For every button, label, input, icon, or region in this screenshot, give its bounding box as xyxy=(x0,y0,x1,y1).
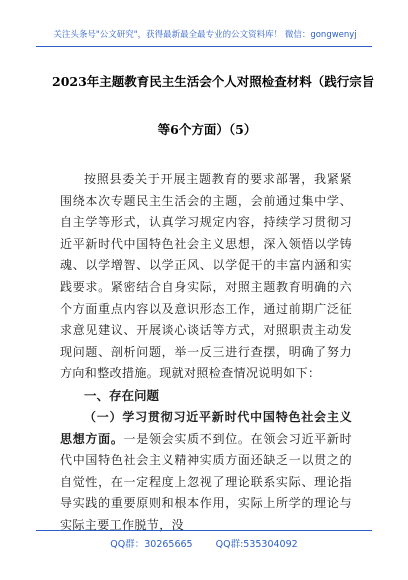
document-title-line-2: 等6个方面）（5） xyxy=(157,122,257,137)
footer-qq-group-1: QQ群：30265665 xyxy=(110,539,193,550)
document-title-line-1: 2023年主题教育民主生活会个人对照检查材料（践行宗旨 xyxy=(52,74,375,89)
footer-divider xyxy=(36,530,372,531)
header-note: 关注头条号"公文研究"，获得最新最全最专业的公文资料库！ 微信：gongwenyj xyxy=(53,30,357,40)
header-divider xyxy=(36,46,372,47)
paragraph-text: 一是领会实质不到位。在领会习近平新时代中国特色社会主义精神实质方面还缺乏一以贯之的自觉性，在一定程度上忽视了理论联系实际、理论指导实践的重要原则和根本作用，实际上所学的理论与实际主要工作脱节，没 xyxy=(60,431,352,532)
subheading: （一）学习贯彻习近平新时代中国特色社会主义思想方面。 xyxy=(60,410,352,446)
intro-paragraph: 按照县委关于开展主题教育的要求部署，我紧紧围绕本次专题民主生活会的主题，会前通过集中学、自主学等形式，认真学习规定内容，持续学习贯彻习近平新时代中国特色社会主义思想，深入领悟以学铸魂、以学增智、以学正风、以学促干的丰富内涵和实践要求。紧密结合自身实际，对照主题教育明确的六个方面重点内容以及意识形态工作，通过前期广泛征求意见建议、开展谈心谈话等方式，对照职责主动发现问题、剖析问题，举一反三进行查摆，明确了努力方向和整改措施。现就对照检查情况说明如下： xyxy=(60,172,352,381)
footer xyxy=(0,536,408,550)
section-heading: 一、存在问题 xyxy=(84,388,160,403)
problem-paragraph xyxy=(60,407,352,537)
footer-qq-group-2: QQ群:535304092 xyxy=(215,539,298,550)
